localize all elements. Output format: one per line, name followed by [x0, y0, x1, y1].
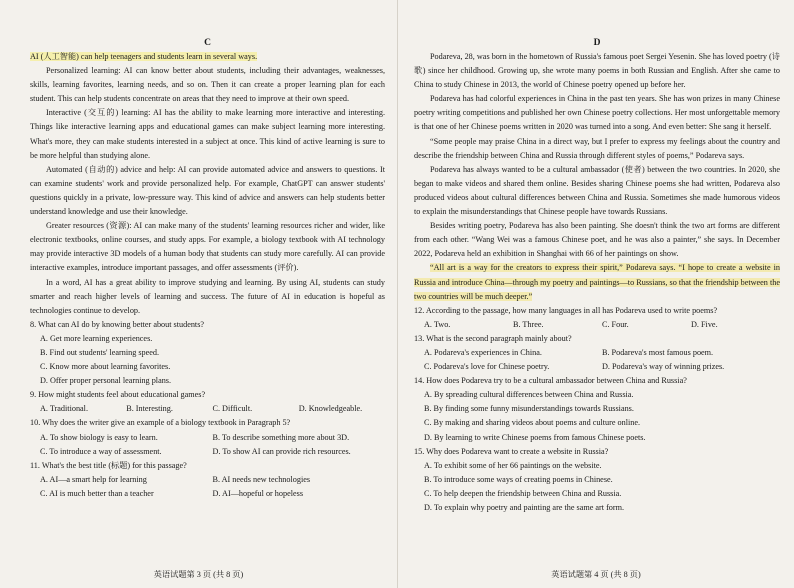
answer-option[interactable]: A. Traditional. [40, 404, 88, 414]
answer-option[interactable]: A. To exhibit some of her 66 paintings on the website. [424, 460, 602, 470]
answer-option[interactable]: D. AI—hopeful or hopeless [212, 488, 304, 498]
answer-option[interactable]: C. Know more about learning favorites. [40, 362, 171, 372]
answer-option[interactable]: B. To introduce some ways of creating poems in Chinese. [424, 474, 613, 484]
question-9 [30, 388, 385, 416]
question-12 [414, 304, 780, 332]
passage-paragraph: Personalized learning: AI can know better about students, including their advantages, weaknesses, skills, learning favorites, learning needs, and so on. Then it can create a proper learning plan for each student. This can help students concentrate on areas that they need to improve at their own speed. [30, 66, 385, 104]
question-14 [414, 374, 780, 444]
question-stem: 12. According to the passage, how many languages in all has Podareva used to write poems? [414, 305, 718, 315]
question-15 [414, 445, 780, 515]
answer-option[interactable]: C. Podareva's love for Chinese poetry. [424, 362, 550, 372]
answer-option[interactable]: A. Podareva's experiences in China. [424, 347, 542, 357]
answer-option[interactable]: A. By spreading cultural differences between China and Russia. [424, 390, 634, 400]
section-heading-c: C [204, 38, 211, 48]
answer-option[interactable]: C. To help deepen the friendship between China and Russia. [424, 488, 622, 498]
answer-option[interactable]: B. Three. [513, 319, 544, 329]
passage-paragraph: In a word, AI has a great ability to improve studying and learning. By using AI, students can study smarter and reach higher levels of learning and success. The future of AI in education is hopeful as technologies continue to develop. [30, 277, 385, 315]
passage-paragraph: “All art is a way for the creators to express their spirit,” Podareva says. “I hope to create a website in Russia and introduce China—through my poetry and paintings—to Russians, so that the friendship between the two countries will be much deeper.” [414, 263, 780, 301]
right-page [397, 0, 794, 588]
answer-option[interactable]: C. AI is much better than a teacher [40, 488, 154, 498]
answer-option[interactable]: D. To show AI can provide rich resources. [212, 446, 351, 456]
question-stem: 11. What's the best title (标题) for this passage? [30, 460, 187, 470]
passage-paragraph: “Some people may praise China in a direct way, but I prefer to express my feelings about the country and describe the friendship between China and Russia through different styles of poems,” Podareva says. [414, 136, 780, 160]
question-stem: 15. Why does Podareva want to create a website in Russia? [414, 446, 609, 456]
answer-option[interactable]: B. By finding some funny misunderstandings towards Russians. [424, 404, 634, 414]
page-footer: 英语试题第 4 页 (共 8 页) [551, 570, 641, 579]
question-stem: 13. What is the second paragraph mainly about? [414, 333, 572, 343]
answer-option[interactable]: D. Podareva's way of winning prizes. [602, 362, 725, 372]
passage-paragraph: Automated (自动的) advice and help: AI can provide automated advice and answers to questions. It can examine students' work and provide personalized help. For example, ChatGPT can answer students' questions quickly in a private, low-pressure way. This kind of advice and answers can help students better understand knowledge and use their knowledge. [30, 164, 385, 217]
answer-option[interactable]: D. By learning to write Chinese poems from famous Chinese poets. [424, 432, 646, 442]
section-heading-d: D [593, 38, 601, 48]
answer-option[interactable]: B. To describe something more about 3D. [212, 432, 350, 442]
passage-paragraph: Podareva has had colorful experiences in China in the past ten years. She has won prizes in many Chinese poetry writing competitions and published her own Chinese poetry collections. Her most unforgettable memory is that one of her Chinese poems written in 2020 was turned into a song. And even better: She sang it herself. [414, 94, 780, 132]
passage-paragraph: Podareva has always wanted to be a cultural ambassador (使者) between the two countries. In 2020, she began to make videos and shared them online. Besides sharing Chinese poems she had written, Podareva also produced videos about cultural differences between China and Russia. Sometimes she made humorous videos to explain the misunderstandings that Chinese people have towards Russians. [414, 164, 780, 217]
answer-option[interactable]: D. Offer proper personal learning plans. [40, 376, 172, 386]
answer-option[interactable]: A. Get more learning experiences. [40, 333, 153, 343]
page-footer: 英语试题第 3 页 (共 8 页) [153, 570, 244, 579]
question-stem: 8. What can AI do by knowing better about students? [30, 319, 205, 329]
answer-option[interactable]: C. To introduce a way of assessment. [40, 446, 162, 456]
question-10 [30, 416, 385, 458]
question-stem: 9. How might students feel about educational games? [30, 390, 206, 400]
answer-option[interactable]: D. Five. [691, 319, 718, 329]
question-11 [30, 459, 385, 501]
passage-paragraph: Greater resources (资源): AI can make many of the students' learning resources richer and wider, like electronic textbooks, online courses, and study apps. For example, a biology textbook with AI technology may provide interactive 3D models of a human body that students can study more carefully. AI can provide interactive examples, introduce important passages, and offer assessments (评价). [30, 221, 385, 273]
passage-paragraph: Interactive (交互的) learning: AI has the ability to make learning more interactive and interesting. Things like interactive learning apps and educational games can make subject learning more interesting. What's more, they can make students interested in a subject at once. This kind of active learning is sure to be more helpful than studying alone. [30, 108, 385, 160]
passage-paragraph: Podareva, 28, was born in the hometown of Russia's famous poet Sergei Yesenin. She has loved poetry (诗歌) since her childhood. Growing up, she wrote many poems in both Russian and English. After she came to China to study Chinese in 2013, the world of Chinese poetry opened up before her. [414, 52, 780, 90]
question-stem: 10. Why does the writer give an example of a biology textbook in Paragraph 5? [30, 418, 291, 428]
answer-option[interactable]: B. Find out students' learning speed. [40, 347, 160, 357]
question-stem: 14. How does Podareva try to be a cultural ambassador between China and Russia? [414, 376, 687, 386]
answer-option[interactable]: A. AI—a smart help for learning [40, 474, 147, 484]
answer-option[interactable]: A. To show biology is easy to learn. [40, 432, 158, 442]
answer-option[interactable]: B. Interesting. [126, 404, 173, 414]
passage-paragraph: AI (人工智能) can help teenagers and students learn in several ways. [30, 52, 258, 61]
answer-option[interactable]: A. Two. [424, 319, 451, 329]
answer-option[interactable]: D. To explain why poetry and painting are the same art form. [424, 503, 625, 512]
answer-option[interactable]: D. Knowledgeable. [298, 404, 363, 414]
answer-option[interactable]: C. By making and sharing videos about poems and culture online. [424, 418, 641, 428]
answer-option[interactable]: B. AI needs new technologies [212, 474, 311, 484]
question-8 [30, 318, 385, 388]
answer-option[interactable]: C. Difficult. [212, 404, 253, 414]
question-13 [414, 332, 780, 374]
answer-option[interactable]: C. Four. [602, 319, 629, 329]
passage-paragraph: Besides writing poetry, Podareva has also been painting. She doesn't think the two art forms are different from each other. “Wang Wei was a famous Chinese poet, and he was also a painter,” she says. In December 2022, Podareva held an exhibition in Shanghai with 66 of her paintings on show. [414, 221, 780, 259]
answer-option[interactable]: B. Podareva's most famous poem. [602, 347, 714, 357]
